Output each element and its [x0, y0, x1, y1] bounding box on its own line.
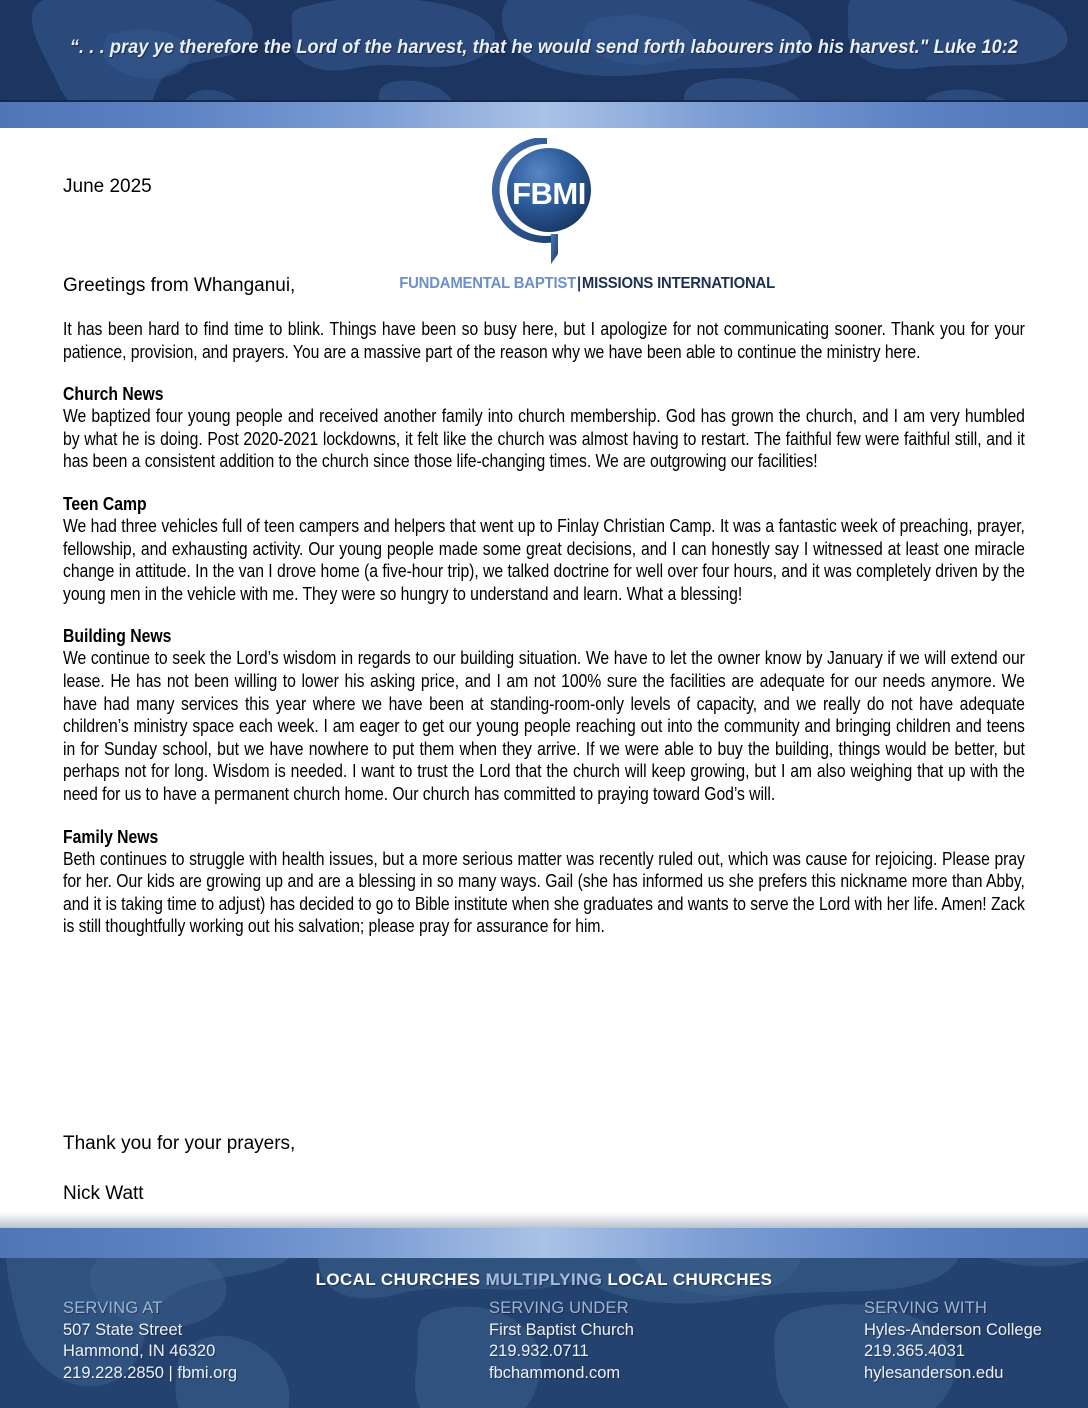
letter-greeting: Greetings from Whanganui, — [63, 275, 296, 296]
footer-shadow — [0, 1212, 1088, 1228]
fbmi-logo — [393, 138, 776, 293]
section-heading-family-news: Family News — [63, 825, 159, 847]
footer-col3-heading: SERVING WITH — [864, 1299, 988, 1317]
tagline-part-1: LOCAL CHURCHES — [315, 1270, 486, 1289]
header-scripture-quote: “. . . pray ye therefore the Lord of the harvest, that he would send forth labourers into his harvest." Luke 10:2 — [69, 36, 1019, 58]
footer-col1-line2: Hammond, IN 46320 — [63, 1342, 216, 1360]
wordmark-divider: | — [576, 275, 581, 292]
tagline-part-3: LOCAL CHURCHES — [607, 1270, 773, 1289]
wordmark-left: FUNDAMENTAL BAPTIST — [399, 275, 577, 292]
section-heading-teen-camp: Teen Camp — [63, 492, 147, 514]
footer-accent-bar — [0, 1228, 1088, 1260]
footer-col1-heading: SERVING AT — [63, 1299, 163, 1317]
footer-col1-line3[interactable]: 219.228.2850 | fbmi.org — [63, 1363, 237, 1382]
footer-col2-heading: SERVING UNDER — [489, 1299, 629, 1317]
letter-page — [0, 128, 1088, 1228]
footer-column-serving-under — [489, 1298, 634, 1384]
letter-signature: Nick Watt — [63, 1183, 144, 1204]
paragraph-church-news: We baptized four young people and received another family into church membership. God has grown the church, and I am very humbled by what he is doing. Post 2020-2021 lockdowns, it felt like the church was almost having to restart. The faithful few were faithful still, and it has been a consistent addition to the church since those life-changing times. We are outgrowing our facilities! — [63, 405, 1025, 472]
svg-text:FBMI: FBMI — [512, 176, 586, 211]
section-heading-church-news: Church News — [63, 383, 164, 405]
fbmi-globe-icon — [485, 138, 607, 268]
footer-col2-line3[interactable]: fbchammond.com — [489, 1363, 621, 1382]
header-accent-bar — [0, 100, 1088, 130]
footer-col3-line2: 219.365.4031 — [864, 1342, 965, 1360]
section-heading-building-news: Building News — [63, 625, 172, 647]
footer-col2-line1: First Baptist Church — [489, 1320, 634, 1339]
footer-col3-line1: Hyles-Anderson College — [864, 1320, 1042, 1339]
paragraph-family-news: Beth continues to struggle with health issues, but a more serious matter was recently ruled out, which was cause for rejoicing. Please pray for her. Our kids are growing up and are a blessing in so many ways. Gail (she has informed us she prefers this nickname more than Abby, and it is taking time to adjust) has decided to go to Bible institute when she graduates and wants to serve the Lord with her life. Amen! Zack is still thoughtfully working out his salvation; please pray for assurance for him. — [63, 847, 1025, 937]
paragraph-intro: It has been hard to find time to blink. Things have been so busy here, but I apologize for not communicating sooner. Thank you for your patience, provision, and prayers. You are a massive part of the reason why we have been able to continue the ministry here. — [63, 318, 1025, 362]
header-banner — [0, 0, 1088, 100]
footer-column-serving-with — [864, 1298, 1042, 1384]
paragraph-building-news: We continue to seek the Lord’s wisdom in regards to our building situation. We have to let the owner know by January if we will extend our lease. He has not been willing to lower his asking price, and I am not 100% sure the facilities are adequate for our needs anymore. We have had many services this year where we have been at standing-room-only levels of capacity, and we really do not have adequate children’s ministry space each week. I am eager to get our young people reaching out into the community and bringing children and teens in for Sunday school, but we have nowhere to put them when they arrive. If we were able to buy the building, things would be better, but perhaps not for long. Wisdom is needed. I want to trust the Lord that the church will keep growing, but I am also weighing that up with the need for us to have a permanent church home. Our church has committed to praying toward God’s will. — [63, 647, 1025, 804]
letter-body — [63, 318, 1025, 957]
footer-col1-line1: 507 State Street — [63, 1320, 183, 1339]
fbmi-wordmark — [399, 275, 776, 293]
footer-col2-line2: 219.932.0711 — [489, 1342, 589, 1360]
footer-column-serving-at — [63, 1298, 237, 1384]
footer-tagline — [0, 1270, 1088, 1290]
footer-col3-line3[interactable]: hylesanderson.edu — [864, 1363, 1004, 1382]
paragraph-teen-camp: We had three vehicles full of teen campers and helpers that went up to Finlay Christian Camp. It was a fantastic week of preaching, prayer, fellowship, and exhausting activity. Our young people made some great decisions, and I can honestly say I witnessed at least one miracle change in attitude. In the van I drove home (a five-hour trip), we talked doctrine for well over four hours, and it was completely driven by the young men in the vehicle with me. They were so hungry to understand and learn. What a blessing! — [63, 514, 1025, 604]
tagline-part-2: MULTIPLYING — [485, 1270, 608, 1289]
letter-date: June 2025 — [63, 176, 152, 197]
letter-closing: Thank you for your prayers, — [63, 1133, 296, 1154]
wordmark-right: MISSIONS INTERNATIONAL — [581, 275, 776, 292]
